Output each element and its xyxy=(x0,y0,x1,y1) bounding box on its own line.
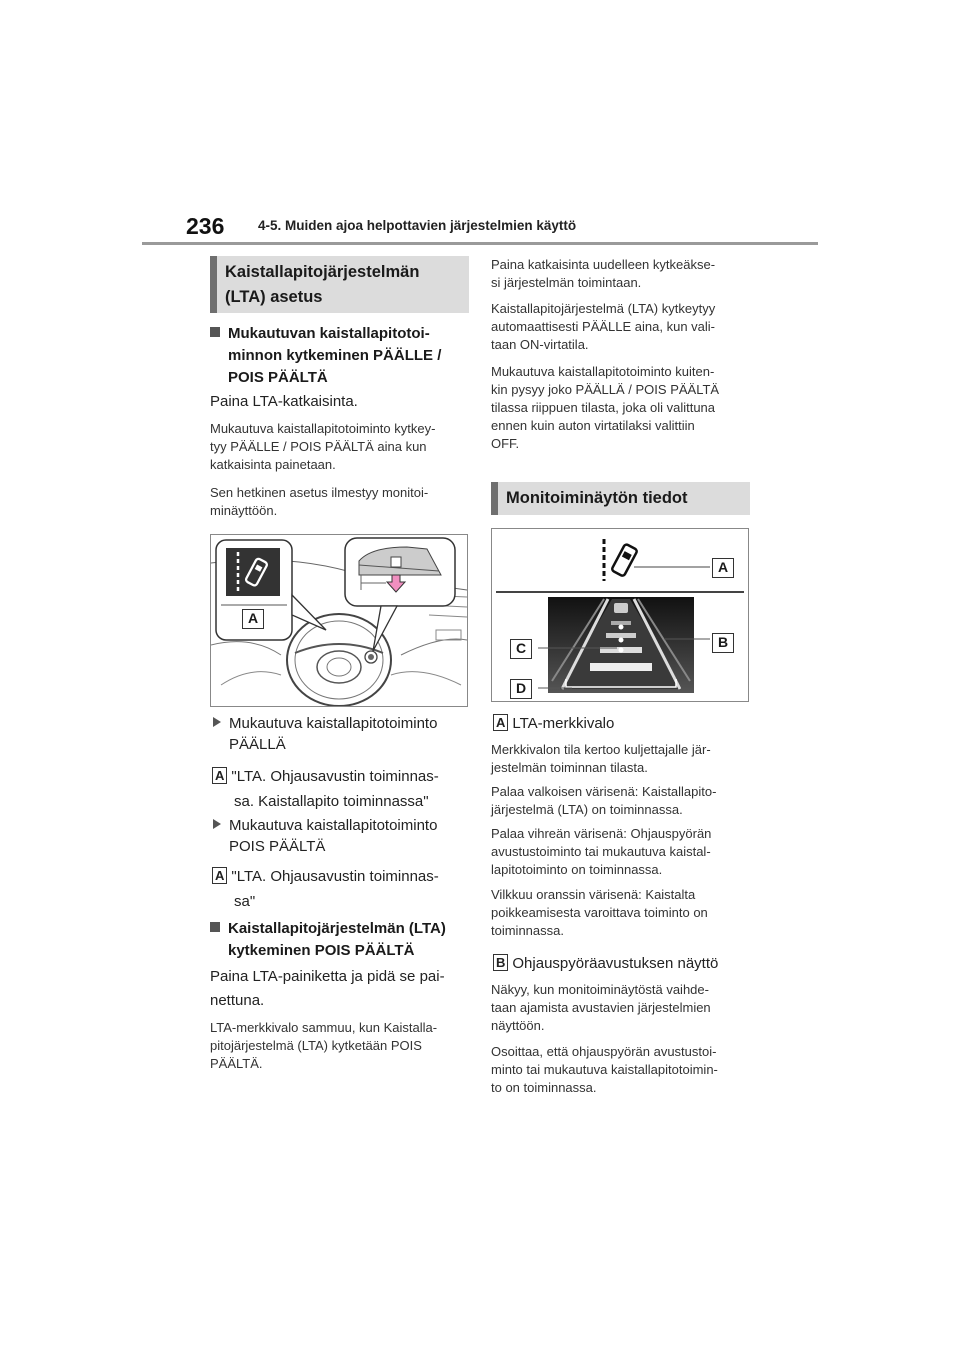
badge-a: A xyxy=(212,867,227,884)
header-rule xyxy=(142,242,818,245)
entry-b-title: B Ohjauspyöräavustuksen näyttö xyxy=(493,953,718,974)
badge-a: A xyxy=(212,767,227,784)
section-title-mid-info: Monitoiminäytön tiedot xyxy=(491,482,750,515)
figure-label-a: A xyxy=(712,558,734,578)
figure-dashboard-switch xyxy=(210,534,468,707)
paragraph-b2: Osoittaa, että ohjauspyörän avustustoi- minto tai mukautuva kaistallapitotoimin- to on toiminnassa. xyxy=(491,1044,718,1095)
heading-lta-off: Kaistallapitojärjestelmän (LTA) kytkeminen POIS PÄÄLTÄ xyxy=(210,918,485,962)
figure-label-d: D xyxy=(510,679,532,699)
paragraph-a2: Palaa valkoisen värisenä: Kaistallapito- järjestelmä (LTA) on toiminnassa. xyxy=(491,784,717,817)
entry-a-title: A LTA-merkkivalo xyxy=(493,713,614,734)
paragraph-setting-display: Sen hetkinen asetus ilmestyy monitoi- minäyttöön. xyxy=(210,485,429,518)
heading-adaptive-lane-toggle: Mukautuvan kaistallapitotoi- minnon kytkeminen PÄÄLLE / POIS PÄÄLTÄ xyxy=(210,323,480,389)
paragraph-auto-on: Kaistallapitojärjestelmä (LTA) kytkeytyy automaattisesti PÄÄLLE aina, kun vali- taan ON-virtatila. xyxy=(491,301,716,352)
paragraph-b1: Näkyy, kun monitoiminäytöstä vaihde- taan ajamista avustavien järjestelmien näyttöön. xyxy=(491,982,711,1033)
paragraph-state-kept: Mukautuva kaistallapitotoiminto kuiten- kin pysyy joko PÄÄLLÄ / POIS PÄÄLTÄ tilassa riippuen tilasta, joka oli valittuna ennen kuin auton virtatilaksi valittiin OFF. xyxy=(491,364,720,451)
arrow-bullet-icon xyxy=(213,819,221,829)
paragraph-indicator-off: LTA-merkkivalo sammuu, kun Kaistalla- pitojärjestelmä (LTA) kytketään POIS PÄÄLTÄ. xyxy=(210,1020,438,1071)
paragraph-toggle-info: Mukautuva kaistallapitotoiminto kytkey- tyy PÄÄLLE / POIS PÄÄLTÄ aina kun katkaisinta painetaan. xyxy=(210,421,436,472)
chapter-title: 4-5. Muiden ajoa helpottavien järjestelmien käyttö xyxy=(258,218,577,233)
paragraph-press-switch: Paina LTA-katkaisinta. xyxy=(210,393,358,410)
figure-label-b: B xyxy=(712,633,734,653)
badge-b: B xyxy=(493,954,508,971)
figure-label-a: A xyxy=(242,609,264,629)
mid-display-illustration xyxy=(492,529,748,701)
paragraph-press-again: Paina katkaisinta uudelleen kytkeäkse- si järjestelmän toimintaan. xyxy=(491,257,716,290)
figure-label-c: C xyxy=(510,639,532,659)
section-title-lta-settings: Kaistallapitojärjestelmän (LTA) asetus xyxy=(210,256,469,313)
item-lta-on: Mukautuva kaistallapitotoiminto PÄÄLLÄ xyxy=(213,713,473,755)
paragraph-a3: Palaa vihreän värisenä: Ohjauspyörän avustustoiminto tai mukautuva kaistal- lapitotoiminto on toiminnassa. xyxy=(491,826,712,877)
figure-mid-display xyxy=(491,528,749,702)
paragraph-a1: Merkkivalon tila kertoo kuljettajalle jär- jestelmän toiminnan tilasta. xyxy=(491,742,711,775)
page-number: 236 xyxy=(186,213,225,239)
item-lta-off: Mukautuva kaistallapitotoiminto POIS PÄÄLTÄ xyxy=(213,815,473,857)
square-bullet-icon xyxy=(210,922,220,932)
message-lta-on: A "LTA. Ohjausavustin toiminnas- sa. Kaistallapito toiminnassa" xyxy=(212,766,477,812)
paragraph-a4: Vilkkuu oranssin värisenä: Kaistalta poikkeamisesta varoittava toiminto on toiminnassa. xyxy=(491,887,708,938)
paragraph-hold-button: Paina LTA-painiketta ja pidä se pai- nettuna. xyxy=(210,968,445,1009)
message-lta-off: A "LTA. Ohjausavustin toiminnas- sa" xyxy=(212,866,477,912)
arrow-bullet-icon xyxy=(213,717,221,727)
badge-a: A xyxy=(493,714,508,731)
square-bullet-icon xyxy=(210,327,220,337)
